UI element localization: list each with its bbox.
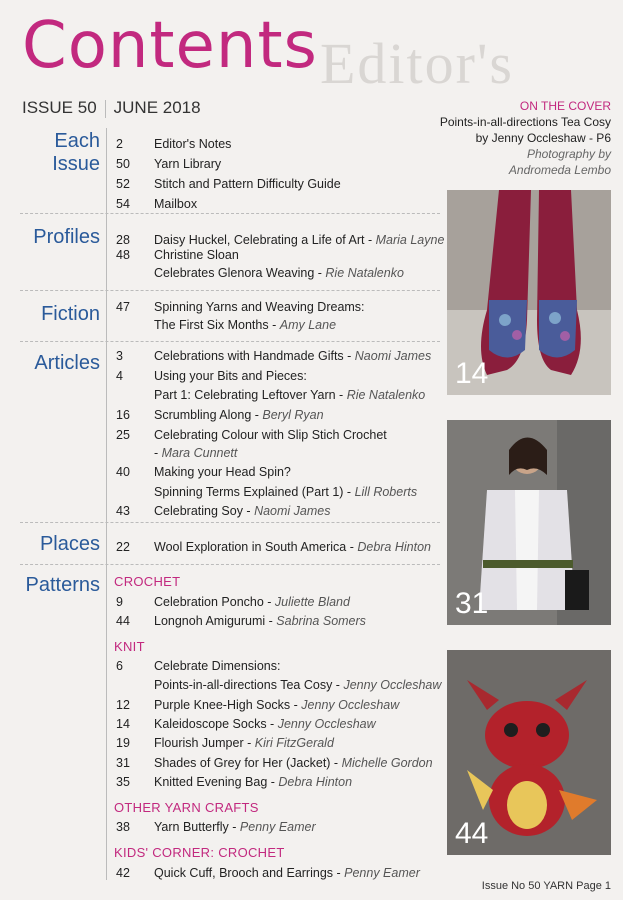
toc-entry[interactable]: 38 Yarn Butterfly - Penny Eamer	[116, 820, 316, 834]
toc-entry[interactable]: 3 Celebrations with Handmade Gifts - Naomi James	[116, 349, 432, 363]
divider	[105, 100, 106, 118]
toc-entry[interactable]: Part 1: Celebrating Leftover Yarn - Rie Natalenko	[154, 388, 426, 402]
toc-entry[interactable]: 50 Yarn Library	[116, 157, 222, 171]
section-patterns: Patterns	[25, 574, 100, 596]
section-profiles: Profiles	[33, 226, 100, 248]
toc-entry[interactable]: 48 Christine Sloan	[116, 248, 239, 262]
toc-entry[interactable]: - Mara Cunnett	[154, 446, 238, 460]
section-divider	[20, 341, 440, 342]
section-places: Places	[39, 533, 100, 555]
toc-entry[interactable]: 16 Scrumbling Along - Beryl Ryan	[116, 408, 324, 422]
toc-entry[interactable]: 6 Celebrate Dimensions:	[116, 659, 281, 673]
photo-page-number: 31	[455, 587, 489, 620]
section-divider	[20, 290, 440, 291]
toc-entry[interactable]: 22 Wool Exploration in South America - Debra Hinton	[116, 540, 431, 554]
toc-entry[interactable]: 28 Daisy Huckel, Celebrating a Life of Art - Maria Layne	[116, 233, 445, 247]
cover-photographer: Andromeda Lembo	[508, 163, 611, 177]
subsection-other-yarn-crafts: OTHER YARN CRAFTS	[114, 800, 259, 815]
vertical-divider	[106, 128, 107, 880]
on-the-cover	[401, 98, 611, 178]
toc-entry[interactable]: 4 Using your Bits and Pieces:	[116, 369, 307, 383]
issue-number: ISSUE 50	[22, 98, 97, 117]
subsection-crochet: CROCHET	[114, 574, 181, 589]
subsection-kids-corner: KIDS' CORNER: CROCHET	[114, 845, 285, 860]
photo-socks[interactable]	[447, 190, 611, 395]
section-articles: Articles	[34, 352, 100, 374]
toc-entry[interactable]: 12 Purple Knee-High Socks - Jenny Occleshaw	[116, 698, 400, 712]
toc-entry[interactable]: 35 Knitted Evening Bag - Debra Hinton	[116, 775, 353, 789]
subsection-knit: KNIT	[114, 639, 145, 654]
toc-entry[interactable]: The First Six Months - Amy Lane	[154, 318, 337, 332]
section-fiction: Fiction	[41, 303, 100, 325]
toc-entry[interactable]: 43 Celebrating Soy - Naomi James	[116, 504, 331, 518]
toc-entry[interactable]: 9 Celebration Poncho - Juliette Bland	[116, 595, 350, 609]
page-title: Contents	[22, 9, 318, 83]
toc-entry[interactable]: 44 Longnoh Amigurumi - Sabrina Somers	[116, 614, 366, 628]
toc-entry[interactable]: Celebrates Glenora Weaving - Rie Natalenko	[154, 266, 404, 280]
section-divider	[20, 213, 440, 214]
toc-entry[interactable]: 40 Making your Head Spin?	[116, 465, 291, 479]
photo-dragon[interactable]	[447, 650, 611, 855]
cover-author: by Jenny Occleshaw - P6	[475, 131, 611, 145]
toc-entry[interactable]: Spinning Terms Explained (Part 1) - Lill Roberts	[154, 485, 418, 499]
photo-page-number: 14	[455, 357, 489, 390]
toc-entry[interactable]: Points-in-all-directions Tea Cosy - Jenny Occleshaw	[154, 678, 442, 692]
section-divider	[20, 522, 440, 523]
issue-date: JUNE 2018	[113, 98, 201, 117]
toc-entry[interactable]: 25 Celebrating Colour with Slip Stich Crochet	[116, 428, 387, 442]
cover-title: Points-in-all-directions Tea Cosy	[439, 115, 611, 129]
toc-entry[interactable]: 19 Flourish Jumper - Kiri FitzGerald	[116, 736, 334, 750]
page-footer: Issue No 50 YARN Page 1	[481, 880, 611, 892]
background-heading-ghost: Editor's	[320, 31, 514, 96]
toc-entry[interactable]: 54 Mailbox	[116, 197, 198, 211]
cover-label: ON THE COVER	[519, 99, 611, 113]
section-each-issue: Each Issue	[52, 130, 100, 175]
section-divider	[20, 564, 440, 565]
toc-entry[interactable]: 14 Kaleidoscope Socks - Jenny Occleshaw	[116, 717, 376, 731]
photo-page-number: 44	[455, 817, 489, 850]
photo-jacket[interactable]	[447, 420, 611, 625]
toc-entry[interactable]: 47 Spinning Yarns and Weaving Dreams:	[116, 300, 365, 314]
toc-entry[interactable]: 2 Editor's Notes	[116, 137, 232, 151]
toc-entry[interactable]: 42 Quick Cuff, Brooch and Earrings - Penny Eamer	[116, 866, 420, 880]
toc-entry[interactable]: 31 Shades of Grey for Her (Jacket) - Michelle Gordon	[116, 756, 433, 770]
cover-credit: Photography by	[526, 147, 611, 161]
toc-entry[interactable]: 52 Stitch and Pattern Difficulty Guide	[116, 177, 341, 191]
issue-line	[22, 98, 201, 118]
